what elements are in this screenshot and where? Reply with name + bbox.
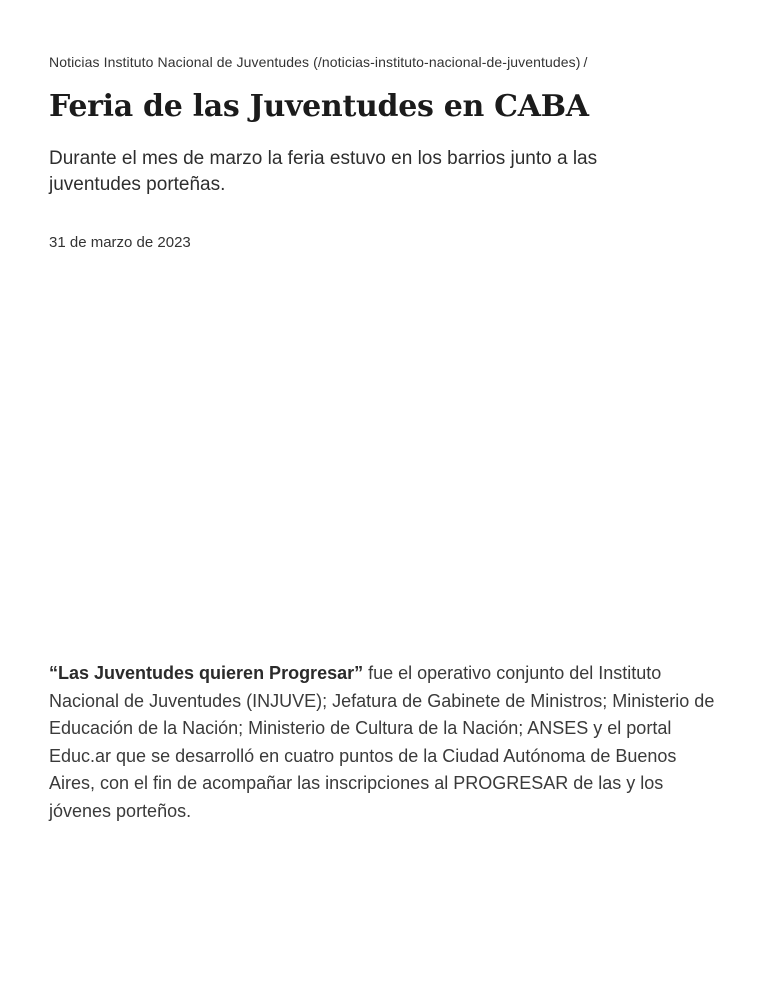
article-image-placeholder — [49, 252, 724, 660]
article-lead: Durante el mes de marzo la feria estuvo en los barrios junto a las juventudes porteñas. — [49, 148, 598, 195]
breadcrumb-link-noticias[interactable]: Noticias Instituto Nacional de Juventudes (/noticias-instituto-nacional-de-juventudes) — [49, 54, 581, 70]
breadcrumb-separator: / — [583, 54, 588, 70]
article-body-bold-intro: “Las Juventudes quieren Progresar” — [49, 663, 364, 683]
article-body — [49, 660, 724, 825]
breadcrumb — [49, 54, 724, 71]
article-body-text: fue el operativo conjunto del Instituto Nacional de Juventudes (INJUVE); Jefatura de Gabinete de Ministros; Ministerio de Educación de la Nación; Ministerio de Cultura de la Nación; ANSES y el portal Educ.ar que se desarrolló en cuatro puntos de la Ciudad Autónoma de Buenos Aires, con el fin de acompañar las inscripciones al PROGRESAR de las y los jóvenes porteños. — [49, 663, 715, 821]
page-title: Feria de las Juventudes en CABA — [49, 89, 589, 124]
article-date: 31 de marzo de 2023 — [49, 234, 191, 251]
